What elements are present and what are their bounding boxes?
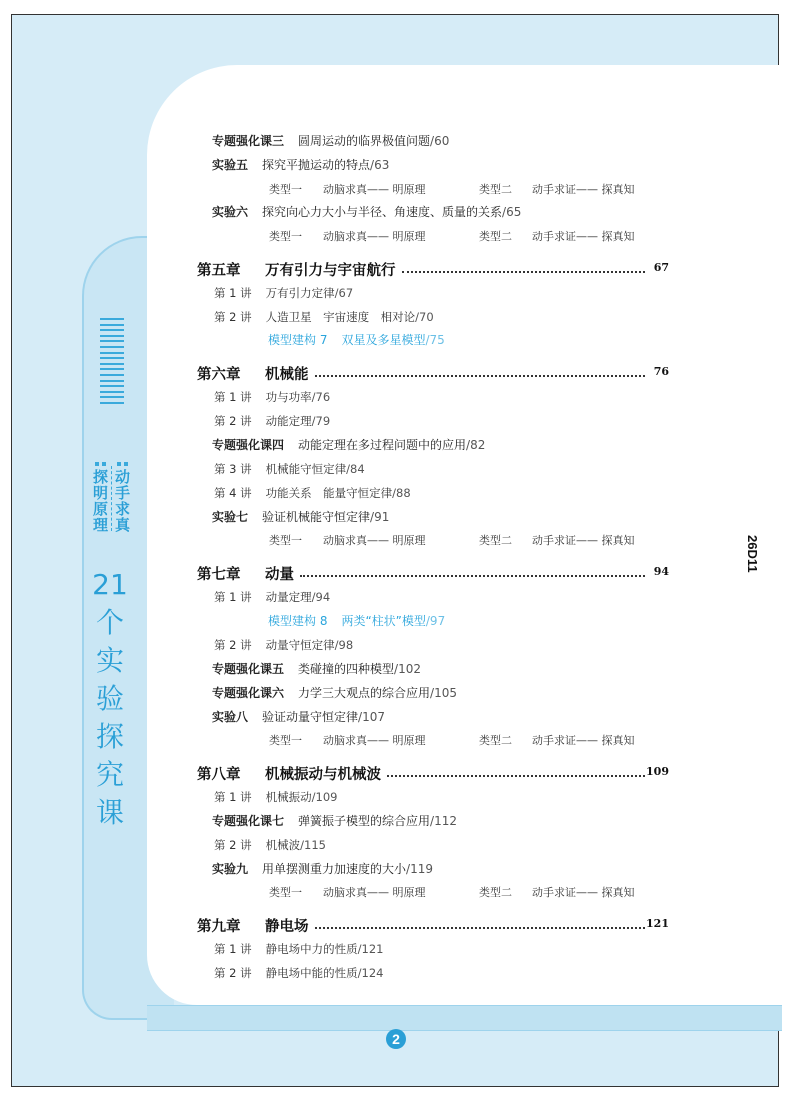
chapter-title: 机械能 [265, 366, 309, 383]
type-two-text: 动手求证—— 探真知 [532, 734, 635, 747]
model-row[interactable] [268, 613, 445, 629]
type-one-text: 动脑求真—— 明原理 [323, 183, 426, 196]
type-two-text: 动手求证—— 探真知 [532, 183, 635, 196]
type-two-label: 类型二 [479, 183, 512, 196]
entry-title: 功与功率 [265, 390, 312, 404]
lecture-row[interactable] [214, 485, 411, 501]
entry-title: 静电场中能的性质 [265, 966, 358, 980]
entry-row[interactable] [212, 661, 421, 677]
entry-label: 专题强化课四 [212, 438, 285, 452]
entry-page: /112 [430, 814, 457, 828]
entry-row[interactable] [212, 813, 457, 829]
entry-page: /76 [311, 390, 331, 404]
entry-title: 万有引力定律 [265, 286, 335, 300]
chapter-title: 万有引力与宇宙航行 [265, 262, 396, 279]
entry-row[interactable] [212, 509, 389, 525]
entry-title: 机械波 [265, 838, 301, 852]
sidebar-title-char: 个 [95, 606, 124, 639]
chapter-page: 67 [653, 261, 669, 274]
entry-page: /70 [415, 310, 434, 324]
type-one-label: 类型一 [269, 886, 302, 899]
entry-label: 专题强化课六 [212, 686, 285, 700]
lecture-row[interactable] [214, 637, 353, 653]
entry-title: 探究平抛运动的特点 [262, 158, 371, 172]
entry-title: 人造卫星 宇宙速度 相对论 [265, 310, 416, 324]
entry-title: 验证机械能守恒定律 [262, 510, 371, 524]
sidebar-title-char: 探 [95, 720, 124, 753]
lecture-row[interactable] [214, 461, 365, 477]
entry-page: /102 [394, 662, 421, 676]
entry-row[interactable] [212, 685, 457, 701]
entry-page: /97 [425, 614, 446, 628]
chapter-label: 第七章 [197, 566, 241, 583]
chapter-label: 第五章 [197, 262, 241, 279]
entry-title: 弹簧振子模型的综合应用 [298, 814, 431, 828]
entry-label: 第 1 讲 [214, 590, 252, 604]
chapter-title: 动量 [265, 566, 294, 583]
chapter-row[interactable] [197, 363, 669, 383]
entry-title: 动量守恒定律 [265, 638, 335, 652]
leader-dots [315, 375, 645, 377]
lecture-row[interactable] [214, 589, 330, 605]
entry-label: 专题强化课三 [212, 134, 285, 148]
type-one-label: 类型一 [269, 230, 302, 243]
entry-page: /109 [311, 790, 338, 804]
entry-title: 圆周运动的临界极值问题 [298, 134, 431, 148]
type-two-label: 类型二 [479, 886, 512, 899]
chapter-title: 静电场 [265, 918, 309, 935]
leader-dots [387, 775, 645, 777]
entry-label: 第 1 讲 [214, 286, 252, 300]
entry-row[interactable] [212, 133, 449, 149]
entry-row[interactable] [212, 861, 433, 877]
entry-title: 机械能守恒定律 [265, 462, 347, 476]
entry-page: /98 [334, 638, 354, 652]
entry-title: 力学三大观点的综合应用 [298, 686, 431, 700]
entry-page: /84 [346, 462, 365, 476]
entry-title: 动能定理 [265, 414, 312, 428]
entry-page: /67 [334, 286, 354, 300]
entry-label: 实验九 [212, 862, 249, 876]
chapter-title: 机械振动与机械波 [265, 766, 381, 783]
type-one-text: 动脑求真—— 明原理 [323, 534, 426, 547]
entry-label: 第 4 讲 [214, 486, 252, 500]
entry-row[interactable] [212, 157, 389, 173]
entry-row[interactable] [212, 204, 521, 220]
entry-title: 用单摆测重力加速度的大小 [262, 862, 407, 876]
sidebar-title-char: 课 [95, 796, 124, 829]
chapter-label: 第六章 [197, 366, 241, 383]
entry-title: 探究向心力大小与半径、角速度、质量的关系 [262, 205, 503, 219]
lecture-row[interactable] [214, 285, 353, 301]
chapter-row[interactable] [197, 763, 669, 783]
entry-label: 实验八 [212, 710, 249, 724]
leader-dots [300, 575, 645, 577]
entry-page: /119 [406, 862, 433, 876]
entry-page: /121 [357, 942, 384, 956]
sidebar-title-char: 21 [92, 568, 128, 601]
entry-title: 动能定理在多过程问题中的应用 [298, 438, 467, 452]
chapter-row[interactable] [197, 563, 669, 583]
sidebar-title-char: 究 [95, 758, 124, 791]
entry-page: /91 [370, 510, 390, 524]
entry-page: /105 [430, 686, 457, 700]
entry-label: 第 2 讲 [214, 414, 252, 428]
entry-label: 模型建构 7 [268, 333, 328, 347]
entry-label: 第 2 讲 [214, 310, 252, 324]
lecture-row[interactable] [214, 941, 383, 957]
lecture-row[interactable] [214, 413, 330, 429]
sidebar-title-char: 验 [95, 682, 124, 715]
entry-title: 功能关系 能量守恒定律 [265, 486, 393, 500]
lecture-row[interactable] [214, 965, 383, 981]
sidebar-subtitle-left: 探明原理 [91, 469, 109, 533]
entry-title: 机械振动 [265, 790, 312, 804]
lecture-row[interactable] [214, 389, 330, 405]
entry-label: 第 2 讲 [214, 638, 252, 652]
lecture-row[interactable] [214, 789, 337, 805]
entry-page: /107 [358, 710, 385, 724]
entry-page: /124 [357, 966, 384, 980]
entry-label: 第 3 讲 [214, 462, 252, 476]
entry-label: 第 2 讲 [214, 966, 252, 980]
lecture-row[interactable] [214, 309, 434, 325]
type-two-label: 类型二 [479, 534, 512, 547]
type-one-label: 类型一 [269, 534, 302, 547]
lecture-row[interactable] [214, 837, 326, 853]
sidebar-title-char: 实 [95, 644, 124, 677]
chapter-page: 121 [646, 917, 669, 930]
entry-label: 实验七 [212, 510, 249, 524]
leader-dots [315, 927, 645, 929]
entry-title: 静电场中力的性质 [265, 942, 358, 956]
entry-page: /88 [392, 486, 411, 500]
chapter-page: 76 [653, 365, 669, 378]
entry-label: 第 1 讲 [214, 390, 252, 404]
entry-label: 专题强化课七 [212, 814, 285, 828]
chapter-page: 94 [653, 565, 669, 578]
type-two-label: 类型二 [479, 230, 512, 243]
chapter-label: 第八章 [197, 766, 241, 783]
entry-page: /60 [430, 134, 450, 148]
entry-page: /79 [311, 414, 331, 428]
type-one-text: 动脑求真—— 明原理 [323, 230, 426, 243]
entry-page: /75 [425, 333, 445, 347]
chapter-row[interactable] [197, 259, 669, 279]
entry-title: 两类“柱状”模型 [341, 614, 426, 628]
type-two-text: 动手求证—— 探真知 [532, 534, 635, 547]
entry-label: 专题强化课五 [212, 662, 285, 676]
chapter-row[interactable] [197, 915, 669, 935]
entry-row[interactable] [212, 437, 485, 453]
type-two-text: 动手求证—— 探真知 [532, 230, 635, 243]
chapter-label: 第九章 [197, 918, 241, 935]
side-code: 26D11 [745, 535, 760, 573]
entry-title: 类碰撞的四种模型 [298, 662, 395, 676]
page-number: 2 [386, 1029, 406, 1049]
entry-title: 验证动量守恒定律 [262, 710, 359, 724]
entry-label: 第 1 讲 [214, 942, 252, 956]
entry-page: /65 [502, 205, 522, 219]
type-two-label: 类型二 [479, 734, 512, 747]
entry-page: /94 [311, 590, 331, 604]
entry-label: 第 2 讲 [214, 838, 252, 852]
entry-row[interactable] [212, 709, 385, 725]
type-two-text: 动手求证—— 探真知 [532, 886, 635, 899]
type-one-label: 类型一 [269, 183, 302, 196]
type-one-text: 动脑求真—— 明原理 [323, 734, 426, 747]
entry-page: /115 [300, 838, 326, 852]
entry-label: 第 1 讲 [214, 790, 252, 804]
entry-page: /82 [466, 438, 486, 452]
model-row[interactable] [268, 332, 445, 348]
entry-title: 动量定理 [265, 590, 312, 604]
entry-title: 双星及多星模型 [341, 333, 426, 347]
entry-label: 实验五 [212, 158, 249, 172]
type-one-text: 动脑求真—— 明原理 [323, 886, 426, 899]
entry-page: /63 [370, 158, 390, 172]
chapter-page: 109 [646, 765, 669, 778]
type-one-label: 类型一 [269, 734, 302, 747]
entry-label: 实验六 [212, 205, 249, 219]
sidebar-subtitle-right: 动手求真 [113, 469, 131, 533]
entry-label: 模型建构 8 [268, 614, 328, 628]
leader-dots [402, 271, 645, 273]
